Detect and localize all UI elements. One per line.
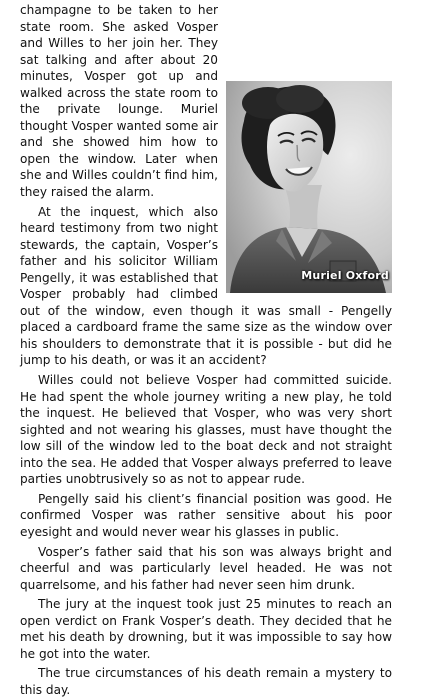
paragraph-4: Pengelly said his client’s financial position was good. He confirmed Vosper was rather sensitive about his poor eyesight and would never wear his glasses in public.	[20, 491, 392, 539]
paragraph-5: Vosper’s father said that his son was always bright and cheerful and was particularly level headed. He was not quarrelsome, and his father had never seen him drunk.	[20, 544, 392, 592]
photo-caption: Muriel Oxford	[301, 269, 389, 283]
paragraph-3: Willes could not believe Vosper had committed suicide. He had spent the whole journey writing a new play, he told the inquest. He believed that Vosper, who was very short sighted and not wearing his glasses, must have thought the low sill of the window led to the boat deck and not straight into the sea. He added that Vosper always preferred to leave parties unobtrusively so as not to appear rude.	[20, 373, 392, 487]
photo-image	[226, 81, 392, 293]
paragraph-7: The true circumstances of his death remain a mystery to this day.	[20, 666, 392, 697]
article-body	[20, 2, 392, 698]
portrait-photo	[226, 81, 392, 293]
paragraph-6: The jury at the inquest took just 25 minutes to reach an open verdict on Frank Vosper’s death. They decided that he met his death by drowning, but it was impossible to say how he got into the water.	[20, 597, 392, 661]
paragraph-2: At the inquest, which also heard testimony from two night stewards, the captain, Vosper’s father and his solicitor William Pengelly, it was established that Vosper probably had climbed out of the window, even though it was small - Pengelly placed a cardboard frame the same size as the window over his shoulders to demonstrate that it is possible - but did he jump to his death, or was it an accident?	[20, 204, 392, 368]
paragraph-1: champagne to be taken to her state room. She asked Vosper and Willes to her join her. They sat talking and after about 20 minutes, Vosper got up and walked across the state room to the private lounge. Muriel thought Vosper wanted some air and she showed him how to open the window. Later when she and Willes couldn’t find him, they raised the alarm.	[20, 3, 218, 200]
